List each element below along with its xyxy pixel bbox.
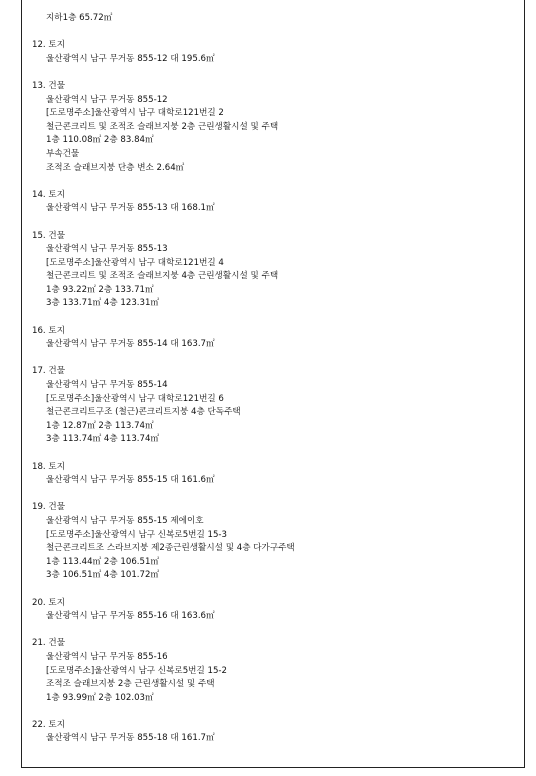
spacer (32, 488, 514, 502)
detail-line: 부속건물 (46, 148, 80, 159)
document-page (21, 0, 525, 768)
detail-line: 울산광역시 남구 무거동 855-16 대 163.6㎡ (46, 611, 215, 622)
detail-line: 철근콘크리트구조 (철근)콘크리트지붕 4층 단독주택 (46, 407, 241, 418)
spacer (32, 175, 514, 189)
spacer (32, 311, 514, 325)
spacer (32, 583, 514, 597)
detail-line: 1층 113.44㎡ 2층 106.51㎡ (46, 556, 160, 567)
item-heading: 18. 토지 (32, 461, 66, 472)
detail-line: 지하1층 65.72㎡ (46, 13, 113, 23)
item-heading: 17. 건물 (32, 366, 66, 377)
item-heading: 14. 토지 (32, 189, 66, 200)
item-heading: 21. 건물 (32, 638, 66, 649)
detail-line: 울산광역시 남구 무거동 855-14 대 163.7㎡ (46, 339, 215, 350)
spacer (32, 624, 514, 638)
detail-line: 울산광역시 남구 무거동 855-15 제에이호 (46, 515, 204, 526)
document-body (32, 12, 514, 746)
detail-line: [도로명주소]울산광역시 남구 대학로121번길 6 (46, 393, 224, 404)
detail-line: 울산광역시 남구 무거동 855-15 대 161.6㎡ (46, 475, 215, 486)
item-heading: 16. 토지 (32, 325, 66, 336)
detail-line: 3층 106.51㎡ 4층 101.72㎡ (46, 570, 160, 581)
detail-line: 울산광역시 남구 무거동 855-16 (46, 651, 168, 662)
detail-line: 울산광역시 남구 무거동 855-14 (46, 380, 168, 391)
detail-line: 울산광역시 남구 무거동 855-12 대 195.6㎡ (46, 53, 215, 64)
item-heading: 12. 토지 (32, 40, 66, 51)
detail-line: 3층 133.71㎡ 4층 123.31㎡ (46, 298, 160, 309)
detail-line: 1층 12.87㎡ 2층 113.74㎡ (46, 420, 154, 431)
detail-line: [도로명주소]울산광역시 남구 신복로5번길 15-2 (46, 665, 227, 676)
spacer (32, 66, 514, 80)
detail-line: 1층 93.22㎡ 2층 133.71㎡ (46, 284, 154, 295)
detail-line: 울산광역시 남구 무거동 855-18 대 161.7㎡ (46, 733, 215, 744)
item-heading: 15. 건물 (32, 230, 66, 241)
spacer (32, 352, 514, 366)
detail-line: 3층 113.74㎡ 4층 113.74㎡ (46, 434, 160, 445)
item-heading: 13. 건물 (32, 80, 66, 91)
detail-line: 조적조 슬래브지붕 단층 변소 2.64㎡ (46, 162, 185, 173)
detail-line: 조적조 슬래브지붕 2층 근린생활시설 및 주택 (46, 679, 215, 690)
detail-line: 울산광역시 남구 무거동 855-13 대 168.1㎡ (46, 203, 215, 214)
spacer (32, 216, 514, 230)
detail-line: [도로명주소]울산광역시 남구 대학로121번길 4 (46, 257, 224, 268)
detail-line: [도로명주소]울산광역시 남구 신복로5번길 15-3 (46, 529, 227, 540)
detail-line: 1층 93.99㎡ 2층 102.03㎡ (46, 692, 154, 703)
detail-line: [도로명주소]울산광역시 남구 대학로121번길 2 (46, 108, 224, 119)
detail-line: 철근콘크리트 및 조적조 슬래브지붕 4층 근린생활시설 및 주택 (46, 271, 279, 282)
item-heading: 19. 건물 (32, 502, 66, 513)
detail-line: 1층 110.08㎡ 2층 83.84㎡ (46, 135, 154, 146)
detail-line: 울산광역시 남구 무거동 855-13 (46, 244, 168, 255)
spacer (32, 705, 514, 719)
detail-line: 울산광역시 남구 무거동 855-12 (46, 94, 168, 105)
spacer (32, 447, 514, 461)
item-heading: 20. 토지 (32, 597, 66, 608)
spacer (32, 26, 514, 40)
detail-line: 철근콘크리트 및 조적조 슬래브지붕 2층 근린생활시설 및 주택 (46, 121, 279, 132)
item-heading: 22. 토지 (32, 719, 66, 730)
detail-line: 철근콘크리트조 스라브지붕 제2종근린생활시설 및 4층 다가구주택 (46, 543, 295, 554)
